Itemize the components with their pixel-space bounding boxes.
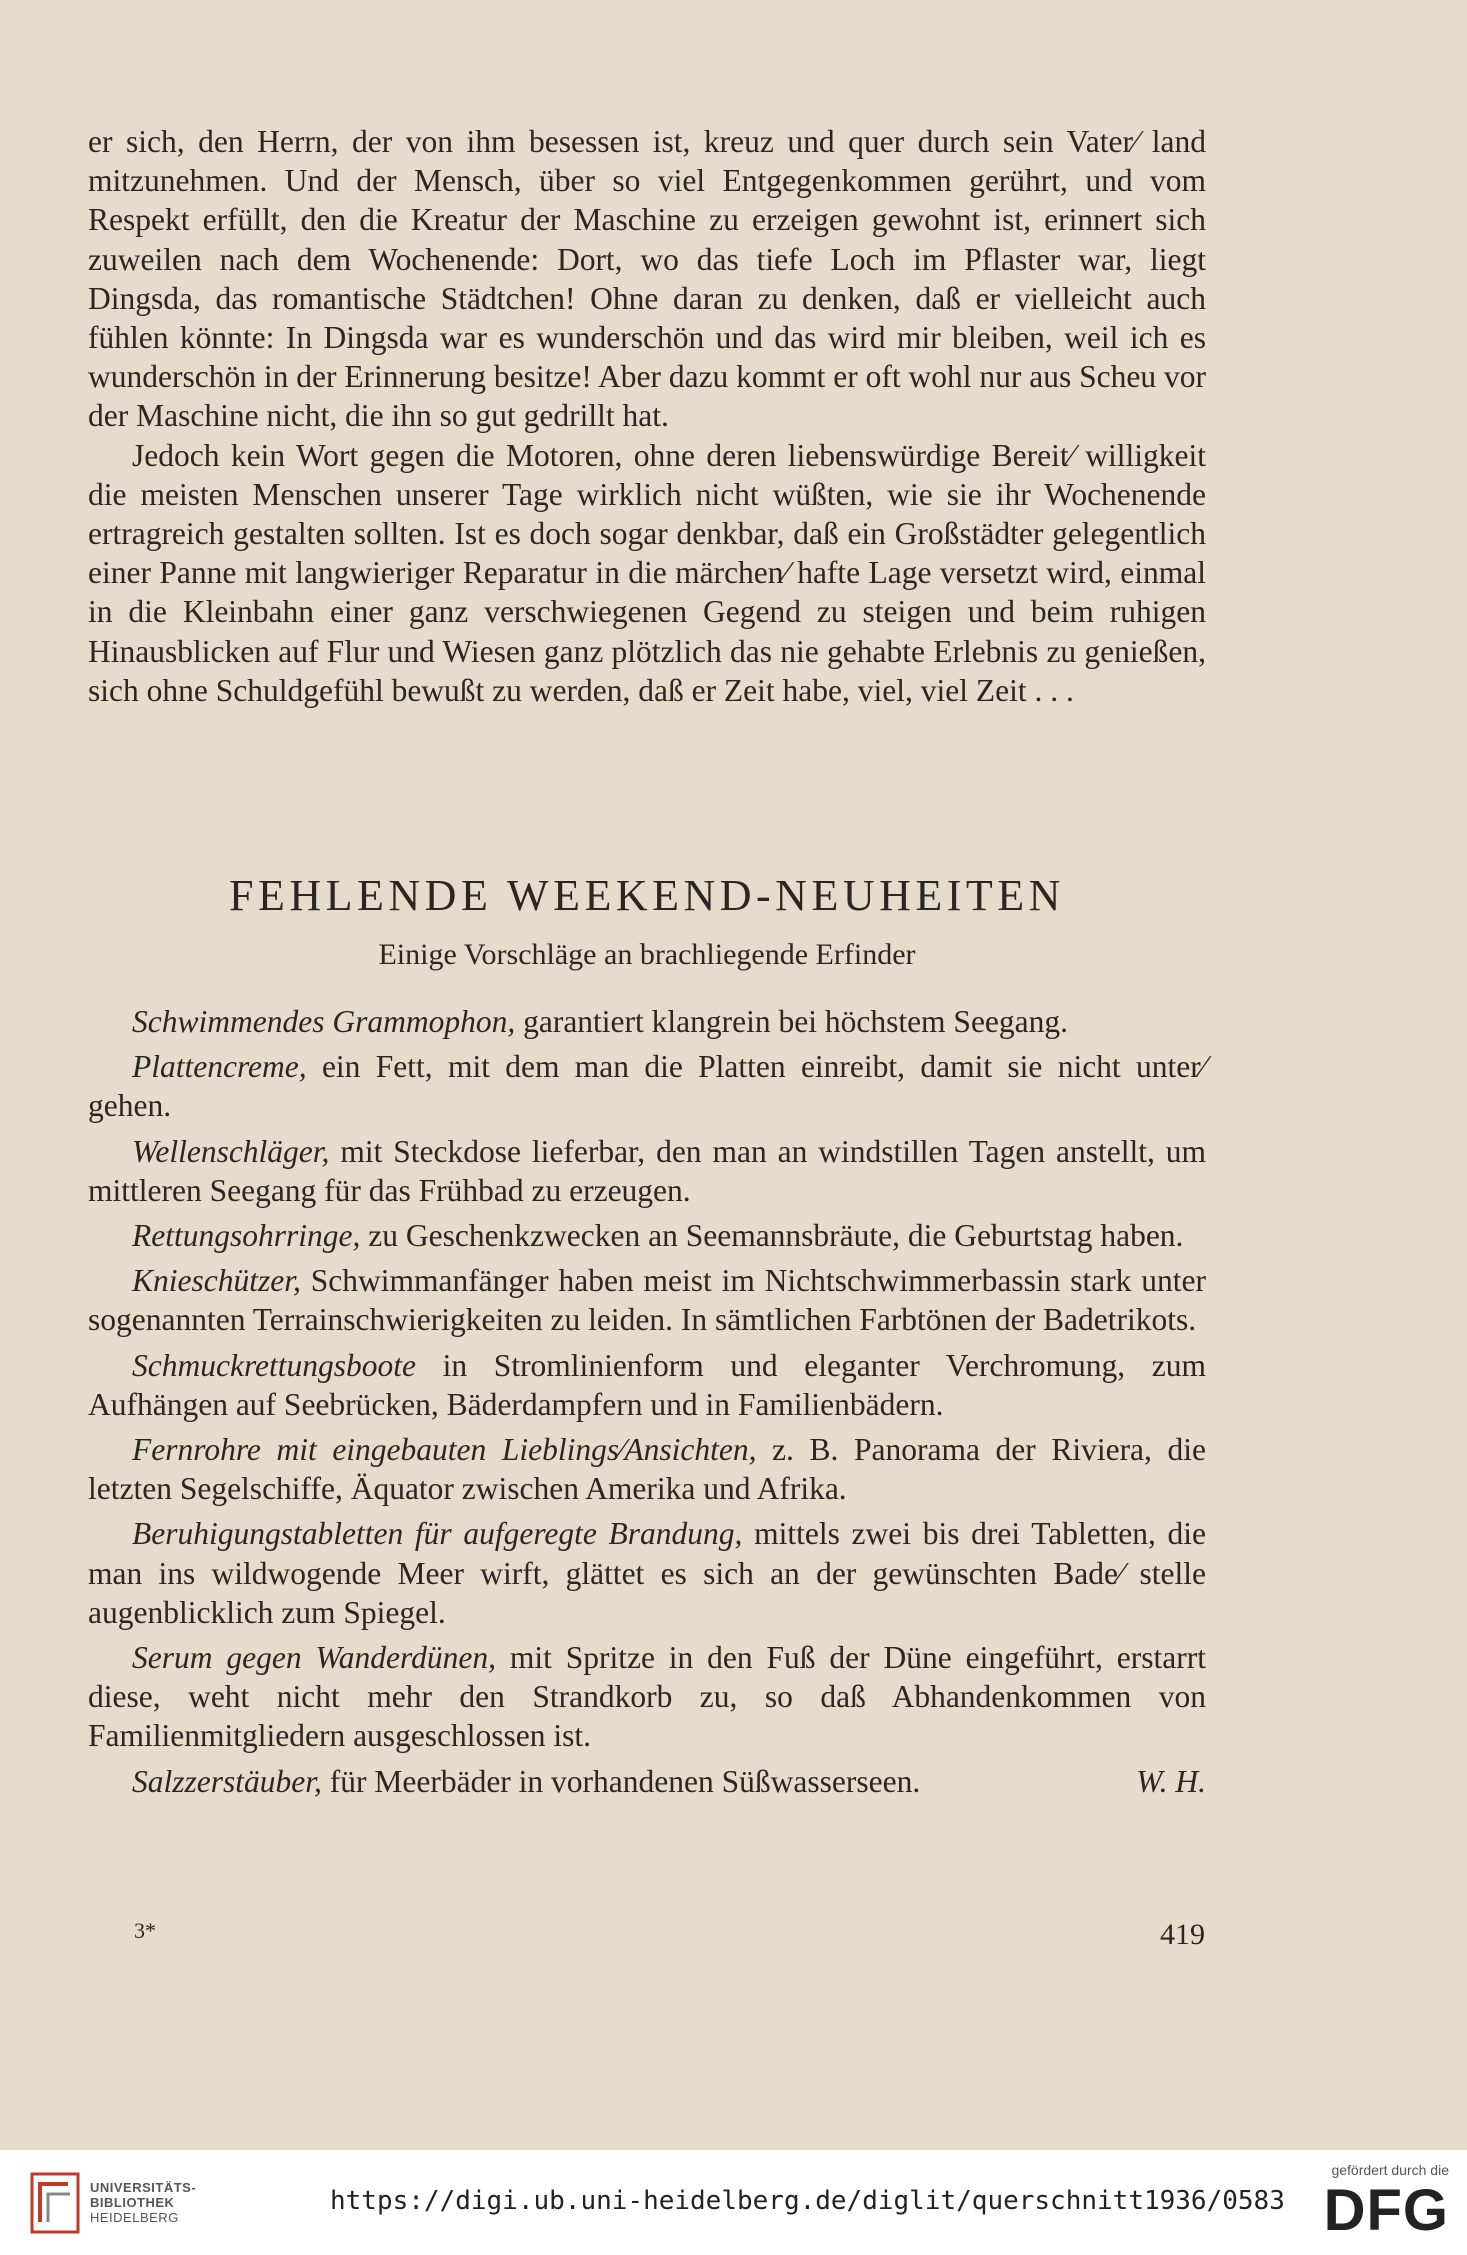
library-name: [90, 2180, 196, 2225]
dfg-logo: DFG: [1323, 2178, 1449, 2243]
viewer-footer: [0, 2150, 1467, 2255]
list-item: [88, 1430, 1206, 1508]
list-item: [88, 1002, 1206, 1041]
list-item: [88, 1132, 1206, 1210]
list-item-last: [88, 1762, 1206, 1801]
page-number: 419: [1160, 1918, 1205, 1951]
author-signature: W. H.: [1136, 1763, 1206, 1799]
entry-text: in Stromlinienform und eleganter Verchromung, zum Aufhängen auf Seebrücken, Bäderdampfern und in Familienbädern.: [88, 1347, 1206, 1422]
entry-term: Serum gegen Wanderdünen,: [132, 1640, 496, 1676]
entry-text: mittels zwei bis drei Tabletten, die man ins wildwogende Meer wirft, glättet es sich an der gewünschten Bade⁄ stelle augenblicklich zum Spiegel.: [88, 1516, 1206, 1630]
list-item: [88, 1216, 1206, 1255]
entry-text: für Meerbäder in vorhandenen Süßwasserseen.: [321, 1763, 921, 1799]
list-item: [88, 1346, 1206, 1424]
entry-text: garantiert klangrein bei höchstem Seegang.: [515, 1004, 1069, 1039]
entry-term: Schwimmendes Grammophon,: [132, 1004, 516, 1039]
intro-text: [88, 122, 1206, 710]
entries-list: [88, 1002, 1206, 1807]
entry-term: Knieschützer,: [132, 1263, 301, 1299]
list-item: [88, 1638, 1206, 1756]
entry-text: Schwimmanfänger haben meist im Nichtschwimmerbassin stark unter sogenannten Terrainschwierigkeiten zu leiden. In sämtlichen Farbtönen der Badetrikots.: [88, 1263, 1206, 1338]
entry-term: Salzzerstäuber,: [132, 1763, 322, 1799]
entry-term: Beruhigungstabletten für aufgeregte Brandung,: [132, 1516, 743, 1552]
library-line-1: UNIVERSITÄTS-: [90, 2180, 197, 2195]
list-item: [88, 1047, 1206, 1125]
library-logo-icon: [30, 2172, 80, 2234]
permalink-url[interactable]: https://digi.ub.uni-heidelberg.de/diglit/querschnitt1936/0583: [330, 2186, 1285, 2216]
entry-text: zu Geschenkzwecken an Seemannsbräute, die Geburtstag haben.: [360, 1218, 1184, 1254]
entry-text: ein Fett, mit dem man die Platten einreibt, damit sie nicht unter⁄ gehen.: [88, 1049, 1206, 1124]
entry-text: z. B. Panorama der Riviera, die letzten Segelschiffe, Äquator zwischen Amerika und Afrika.: [88, 1432, 1206, 1507]
intro-paragraph-1: er sich, den Herrn, der von ihm besessen ist, kreuz und quer durch sein Vater⁄ land mitzunehmen. Und der Mensch, über so viel Entgegenkommen gerührt, und vom Respekt erfüllt, den die Kreatur der Maschine zu erzeigen gewohnt ist, erinnert sich zuweilen nach dem Wochenende: Dort, wo das tiefe Loch im Pflaster war, liegt Dingsda, das romantische Städtchen! Ohne daran zu denken, daß er vielleicht auch fühlen könnte: In Dingsda war es wunderschön und das wird mir bleiben, weil ich es wunderschön in der Erinnerung besitze! Aber dazu kommt er oft wohl nur aus Scheu vor der Maschine nicht, die ihn so gut gedrillt hat.: [88, 124, 1206, 434]
list-item: [88, 1261, 1206, 1339]
entry-text: mit Spritze in den Fuß der Düne eingeführt, erstarrt diese, weht nicht mehr den Strandkorb zu, so daß Abhandenkommen von Familienmitgliedern ausgeschlossen ist.: [88, 1640, 1206, 1754]
signature-mark: 3*: [134, 1918, 156, 1943]
funding-note: gefördert durch die: [1331, 2162, 1449, 2178]
entry-term: Wellenschläger,: [132, 1133, 330, 1169]
entry-term: Plattencreme,: [132, 1049, 307, 1085]
entry-term: Fernrohre mit eingebauten Lieblings⁄Ansichten,: [132, 1432, 757, 1468]
last-entry: [132, 1762, 920, 1801]
library-line-3: HEIDELBERG: [90, 2210, 179, 2225]
entry-term: Rettungsohrringe,: [132, 1218, 361, 1254]
article-title: FEHLENDE WEEKEND-NEUHEITEN: [229, 871, 1065, 920]
list-item: [88, 1514, 1206, 1632]
article-subtitle: Einige Vorschläge an brachliegende Erfinder: [378, 938, 916, 971]
intro-paragraph-2: Jedoch kein Wort gegen die Motoren, ohne deren liebenswürdige Bereit⁄ willigkeit die meisten Menschen unserer Tage wirklich nicht wüßten, wie sie ihr Wochenende ertragreich gestalten sollten. Ist es doch sogar denkbar, daß ein Großstädter gelegentlich einer Panne mit langwieriger Reparatur in die märchen⁄ hafte Lage versetzt wird, einmal in die Kleinbahn einer ganz verschwiegenen Gegend zu steigen und beim ruhigen Hinausblicken auf Flur und Wiesen ganz plötzlich das nie gehabte Erlebnis zu genießen, sich ohne Schuldgefühl bewußt zu werden, daß er Zeit habe, viel, viel Zeit . . .: [88, 437, 1206, 708]
entry-term: Schmuckrettungsboote: [132, 1347, 417, 1383]
library-line-2: BIBLIOTHEK: [90, 2195, 175, 2210]
entry-text: mit Steckdose lieferbar, den man an windstillen Tagen anstellt, um mittleren Seegang für das Frühbad zu erzeugen.: [88, 1133, 1206, 1208]
